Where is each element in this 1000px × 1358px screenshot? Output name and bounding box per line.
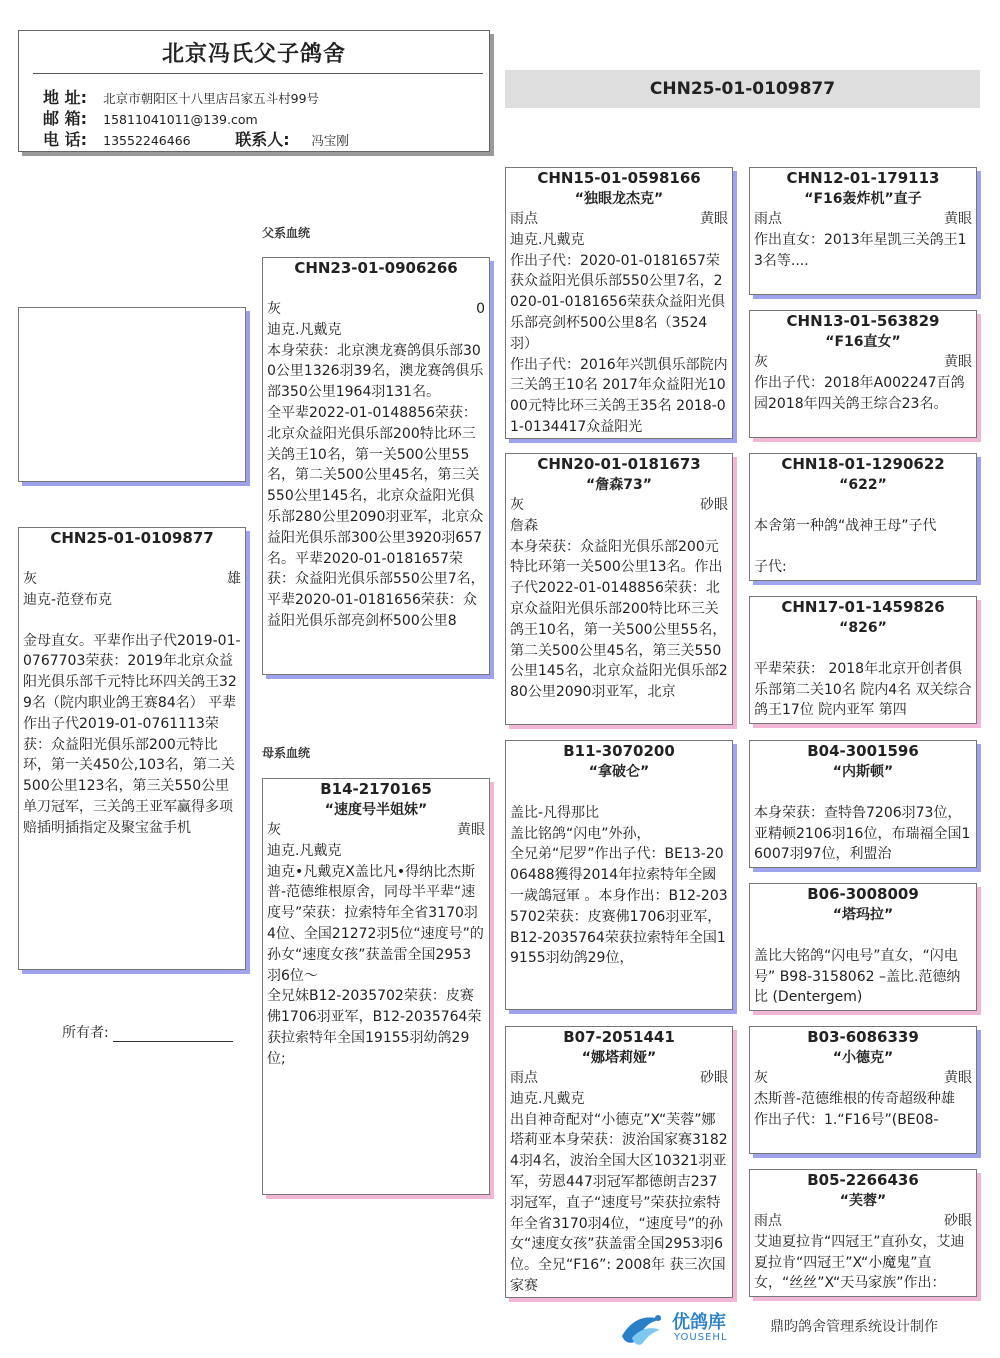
great-grandparent-card — [749, 167, 977, 295]
footer-credit: 鼎昀鸽舍管理系统设计制作 — [770, 1319, 938, 1335]
pigeon-photo — [18, 307, 246, 482]
great-grandparent-description: 杰斯普-范德维根的传奇超级种雄 作出子代：1.“F16号”(BE08- — [754, 1090, 956, 1128]
great-grandparent-id: B06-3008009 — [807, 885, 919, 903]
subject-color-line — [23, 569, 241, 590]
dam-id: B14-2170165 — [320, 780, 432, 798]
great-grandparent-color-line — [754, 1211, 972, 1232]
dam-color-line — [267, 820, 485, 841]
great-grandparent-description: 艾迪夏拉肯“四冠王”直孙女，艾迪夏拉肯“四冠王”X“小魔鬼”直女，“丝丝”X“天马家族”作出： — [754, 1233, 965, 1292]
owner-field — [62, 1022, 233, 1042]
great-grandparent-eye: 黄眼 — [944, 1070, 972, 1086]
address-value: 北京市朝阳区十八里店吕家五斗村99号 — [103, 91, 320, 106]
great-grandparent-color: 灰 — [754, 354, 768, 370]
dam-line-label: 母系血统 — [262, 746, 311, 760]
subject-color: 灰 — [23, 571, 37, 587]
great-grandparent-card — [749, 740, 977, 868]
email-label: 邮 箱: — [43, 109, 87, 128]
grandparent-color: 雨点 — [510, 211, 538, 227]
dam-color: 灰 — [267, 822, 281, 838]
sire-color-line — [267, 299, 485, 320]
great-grandparent-eye: 砂眼 — [944, 1213, 972, 1229]
phone-label: 电 话: — [43, 130, 87, 149]
loft-info-card — [18, 30, 490, 152]
great-grandparent-card — [749, 310, 977, 438]
great-grandparent-description: 本舍第一种鸽“战神王母”子代 子代: — [754, 517, 937, 576]
dam-card — [262, 778, 490, 1195]
great-grandparent-card — [749, 1026, 977, 1154]
owner-line — [113, 1027, 233, 1042]
owner-label: 所有者: — [62, 1025, 109, 1041]
great-grandparent-color: 灰 — [754, 1070, 768, 1086]
sire-color: 灰 — [267, 301, 281, 317]
address-row — [43, 85, 319, 108]
great-grandparent-name: “F16直女” — [825, 334, 901, 350]
address-label: 地 址: — [43, 88, 87, 107]
grandparent-strain: 盖比-凡得那比 — [510, 804, 600, 821]
grandparent-id: CHN15-01-0598166 — [537, 169, 701, 187]
great-grandparent-name: “芙蓉” — [839, 1193, 887, 1209]
contact-value: 冯宝刚 — [311, 133, 349, 148]
grandparent-color-line — [510, 1068, 728, 1089]
great-grandparent-description: 作出子代：2018年A002247百鸽园2018年四关鸽王综合23名。 — [754, 374, 965, 412]
great-grandparent-color: 雨点 — [754, 211, 782, 227]
great-grandparent-name: “F16轰炸机”直子 — [804, 191, 922, 207]
grandparent-card — [505, 167, 733, 439]
subject-description: 金母直女。平辈作出子代2019-01-0767703荣获：2019年北京众益阳光俱乐部千元特比环四关鸽王329名（院内职业鸽王赛84名） 平辈作出子代2019-01-0761113荣获：众益阳光俱乐部200元特比环，第一关450公,103名，第二关500公里123名，第三关550公里单刀冠军，三关鸽王亚军赢得多项赔插明插指定及聚宝盆手机 — [23, 632, 241, 836]
email-row — [43, 106, 258, 129]
subject-strain: 迪克-范登布克 — [23, 591, 113, 608]
dam-strain: 迪克.凡戴克 — [267, 842, 342, 859]
grandparent-name: “詹森73” — [586, 477, 652, 493]
ring-number-header: CHN25-01-0109877 — [505, 70, 980, 108]
brand-logo — [618, 1306, 748, 1350]
great-grandparent-name: “内斯顿” — [832, 764, 894, 780]
grandparent-description: 本身荣获：众益阳光俱乐部200元特比环第一关500公里13名。作出子代2022-01-0148856荣获：北京众益阳光俱乐部200特比环三关鸽王10名，第一关500公里55名，第二关500公里45名，第三关550公里145名，北京众益阳光俱乐部280公里2090羽亚军，北京 — [510, 538, 728, 701]
great-grandparent-description: 平辈荣获： 2018年北京开创者俱乐部第二关10名 院内4名 双关综合鸽王17位 院内亚军 第四 — [754, 660, 972, 719]
grandparent-id: B07-2051441 — [563, 1028, 675, 1046]
great-grandparent-color: 雨点 — [754, 1213, 782, 1229]
loft-name: 北京冯氏父子鸽舍 — [161, 42, 346, 67]
phone-value: 13552246466 — [103, 133, 191, 148]
great-grandparent-description: 本身荣获：查特鲁7206羽73位，亚精顿2106羽16位，布瑞福全国16007羽97位，利盟治 — [754, 804, 971, 863]
dam-description: 迪克•凡戴克X盖比凡•得纳比杰斯普-范德维根原舍，同母半平辈“速度号”荣获：拉索特年全省3170羽4位、全国21272羽5位“速度号”的孙女“速度女孩”获盖雷全国2953羽6位～ 全兄妹B12-2035702荣获：皮赛佛1706羽亚军，B12-2035764荣获拉索特年全国19155羽幼鸽29位; — [267, 863, 484, 1067]
grandparent-name: “娜塔莉娅” — [581, 1050, 657, 1066]
grandparent-id: B11-3070200 — [563, 742, 675, 760]
grandparent-name: “拿破仑” — [588, 764, 650, 780]
sire-line-label: 父系血统 — [262, 226, 311, 240]
logo-text: 优鸽库 — [672, 1312, 726, 1333]
grandparent-strain: 迪克.凡戴克 — [510, 1090, 585, 1107]
sire-eye: 0 — [476, 301, 485, 317]
sire-description: 本身荣获：北京澳龙赛鸽俱乐部300公里1326羽39名，澳龙赛鸽俱乐部350公里1964羽131名。 全平辈2022-01-0148856荣获：北京众益阳光俱乐部200特比环三关鸽王10名，第一关500公里55名，第二关500公里45名，第三关550公里145名，北京众益阳光俱乐部280公里2090羽亚军，北京众益阳光俱乐部300公里3920羽657名。平辈2020-01-0181657荣获：众益阳光俱乐部550公里7名，平辈2020-01-0181656荣获：众益阳光俱乐部亮剑杯500公里8 — [267, 342, 485, 629]
grandparent-id: CHN20-01-0181673 — [537, 455, 701, 473]
great-grandparent-eye: 黄眼 — [944, 211, 972, 227]
great-grandparent-card — [749, 453, 977, 581]
grandparent-card — [505, 1026, 733, 1298]
great-grandparent-id: CHN17-01-1459826 — [781, 598, 945, 616]
great-grandparent-id: CHN18-01-1290622 — [781, 455, 945, 473]
grandparent-color-line — [510, 209, 728, 230]
great-grandparent-name: “622” — [839, 477, 887, 493]
contact-label: 联系人: — [235, 130, 290, 149]
subject-card — [18, 527, 246, 970]
great-grandparent-card — [749, 1169, 977, 1297]
logo-subtext: YOUSEHL — [674, 1332, 728, 1343]
sire-id: CHN23-01-0906266 — [294, 259, 458, 277]
great-grandparent-id: B05-2266436 — [807, 1171, 919, 1189]
grandparent-color: 灰 — [510, 497, 524, 513]
grandparent-description: 出自神奇配对“小德克”X“芙蓉”娜塔莉亚本身荣获：波治国家赛31824羽4名，波治全国大区10321羽亚军，劳恩447羽冠军都德朗吉237羽冠军，直子“速度号”荣获拉索特年全省3170羽4位，“速度号”的孙女“速度女孩”获盖雷全国2953羽6位。全兄“F16”: 2008年 获三次国家赛 — [510, 1111, 728, 1294]
great-grandparent-name: “小德克” — [832, 1050, 894, 1066]
grandparent-eye: 砂眼 — [700, 1070, 728, 1086]
subject-sex: 雄 — [227, 571, 241, 587]
great-grandparent-description: 盖比大铭鸽“闪电号”直女，“闪电号” B98-3158062 –盖比.范德纳比 (Dentergem) — [754, 947, 961, 1006]
grandparent-color-line — [510, 495, 728, 516]
divider — [33, 73, 483, 74]
great-grandparent-color-line — [754, 209, 972, 230]
great-grandparent-name: “塔玛拉” — [832, 907, 894, 923]
grandparent-strain: 詹森 — [510, 517, 538, 534]
grandparent-description: 作出子代：2020-01-0181657荣获众益阳光俱乐部550公里7名，2020-01-0181656荣获众益阳光俱乐部亮剑杯500公里8名（3524羽） 作出子代：2016年兴凯俱乐部院内三关鸽王10名 2017年众益阳光1000元特比环三关鸽王35名 2018-01-0134417众益阳光 — [510, 252, 728, 435]
grandparent-name: “独眼龙杰克” — [574, 191, 664, 207]
grandparent-eye: 黄眼 — [700, 211, 728, 227]
great-grandparent-description: 作出直女：2013年星凯三关鸽王13名等.... — [754, 231, 967, 269]
phone-row — [43, 127, 349, 150]
great-grandparent-id: B04-3001596 — [807, 742, 919, 760]
great-grandparent-card — [749, 883, 977, 1011]
great-grandparent-color-line — [754, 352, 972, 373]
grandparent-strain: 迪克.凡戴克 — [510, 231, 585, 248]
dam-eye: 黄眼 — [457, 822, 485, 838]
great-grandparent-id: B03-6086339 — [807, 1028, 919, 1046]
grandparent-card — [505, 453, 733, 725]
grandparent-description: 盖比铭鸽“闪电”外孙， 全兄弟“尼罗”作出子代：BE13-2006488獲得2014年拉索特年全國一歲鴿冠軍 。本身作出：B12-2035702荣获：皮赛佛1706羽亚军，B12-2035764荣获拉索特年全国19155羽幼鸽29位， — [510, 825, 728, 967]
grandparent-color: 雨点 — [510, 1070, 538, 1086]
great-grandparent-eye: 黄眼 — [944, 354, 972, 370]
sire-card — [262, 257, 490, 675]
great-grandparent-id: CHN13-01-563829 — [786, 312, 940, 330]
grandparent-card — [505, 740, 733, 1010]
great-grandparent-card — [749, 596, 977, 724]
great-grandparent-color-line — [754, 1068, 972, 1089]
grandparent-eye: 砂眼 — [700, 497, 728, 513]
email-value: 15811041011@139.com — [103, 112, 258, 127]
subject-id: CHN25-01-0109877 — [50, 529, 214, 547]
sire-strain: 迪克.凡戴克 — [267, 321, 342, 338]
great-grandparent-name: “826” — [839, 620, 887, 636]
dam-name: “速度号半姐妹” — [324, 802, 428, 818]
great-grandparent-id: CHN12-01-179113 — [786, 169, 940, 187]
